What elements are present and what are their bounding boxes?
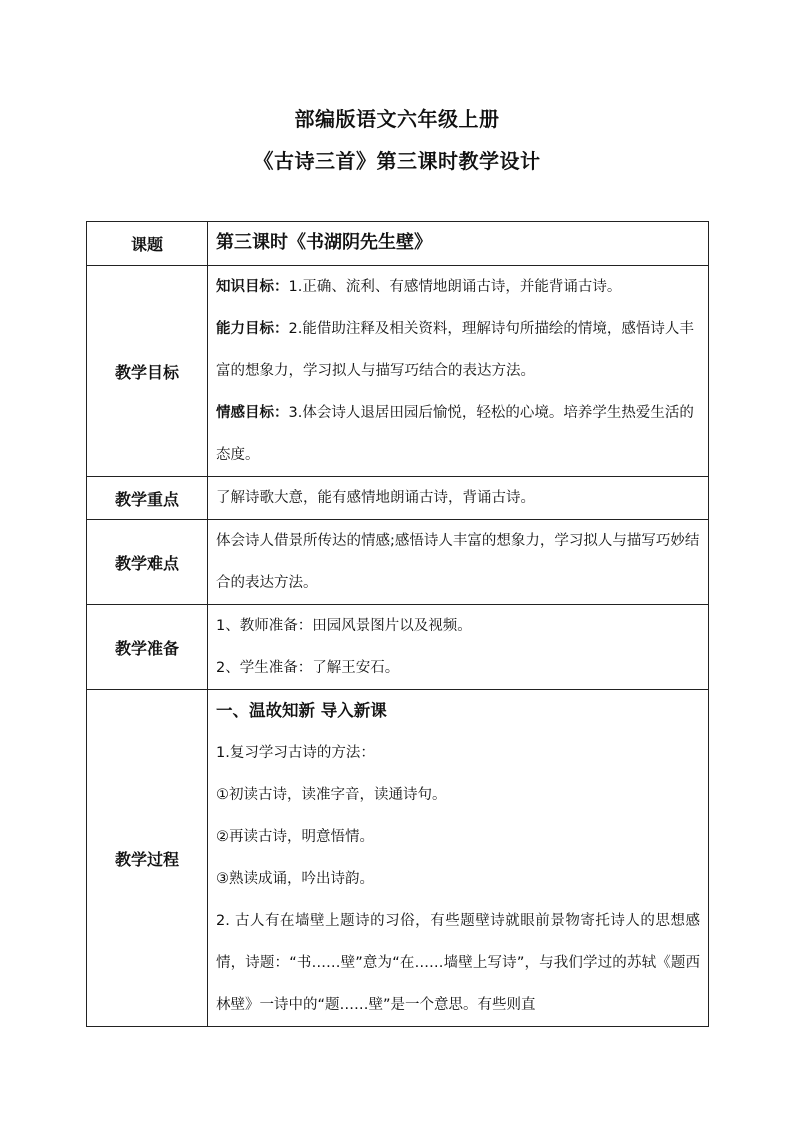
emotion-goal-label: 情感目标： [216,405,289,421]
preparation-label: 教学准备 [87,605,208,690]
key-points-label: 教学重点 [87,477,208,520]
document-title: 部编版语文六年级上册 [294,107,500,131]
row-goals [87,266,709,477]
topic-cell [208,222,709,266]
process-label: 教学过程 [87,690,208,1027]
lesson-title: 第三课时《书湖阴先生壁》 [216,232,432,253]
student-preparation: 2、学生准备：了解王安石。 [216,660,400,676]
process-paragraph: 2. 古人有在墙壁上题诗的习俗，有些题壁诗就眼前景物寄托诗人的思想感情，诗题：“书……壁”意为“在……墙壁上写诗”，与我们学过的苏轼《题西林壁》一诗中的“题……壁”是一个意思。有些则直 [216,913,700,1013]
difficulties-label: 教学难点 [87,520,208,605]
topic-label: 课题 [87,222,208,266]
knowledge-goal [216,266,700,308]
process-step-2: ②再读古诗，明意悟情。 [216,829,374,845]
difficulties-text: 体会诗人借景所传达的情感;感悟诗人丰富的想象力，学习拟人与描写巧妙结合的表达方法。 [208,520,709,605]
lesson-plan-table [86,221,709,1027]
goals-label: 教学目标 [87,266,208,477]
knowledge-goal-label: 知识目标： [216,279,289,295]
process-step-1: ①初读古诗，读准字音，读通诗句。 [216,787,447,803]
preparation-cell [208,605,709,690]
process-cell [208,690,709,1027]
ability-goal-text: 2.能借助注释及相关资料，理解诗句所描绘的情境，感悟诗人丰富的想象力，学习拟人与描写巧结合的表达方法。 [216,321,694,379]
emotion-goal [216,392,700,476]
row-topic [87,222,709,266]
row-difficulties [87,520,709,605]
key-points-text: 了解诗歌大意，能有感情地朗诵古诗，背诵古诗。 [208,477,709,520]
emotion-goal-text: 3.体会诗人退居田园后愉悦，轻松的心境。培养学生热爱生活的态度。 [216,405,694,463]
document-subtitle: 《古诗三首》第三课时教学设计 [253,149,541,173]
teacher-preparation: 1、教师准备：田园风景图片以及视频。 [216,618,472,634]
goals-cell [208,266,709,477]
process-step-3: ③熟读成诵，吟出诗韵。 [216,871,374,887]
process-item-1: 1.复习学习古诗的方法： [216,745,375,761]
ability-goal-label: 能力目标： [216,321,289,337]
knowledge-goal-text: 1.正确、流利、有感情地朗诵古诗，并能背诵古诗。 [288,279,622,295]
ability-goal [216,308,700,392]
process-section-heading: 一、温故知新 导入新课 [216,701,387,720]
row-key-points [87,477,709,520]
row-preparation [87,605,709,690]
row-process [87,690,709,1027]
